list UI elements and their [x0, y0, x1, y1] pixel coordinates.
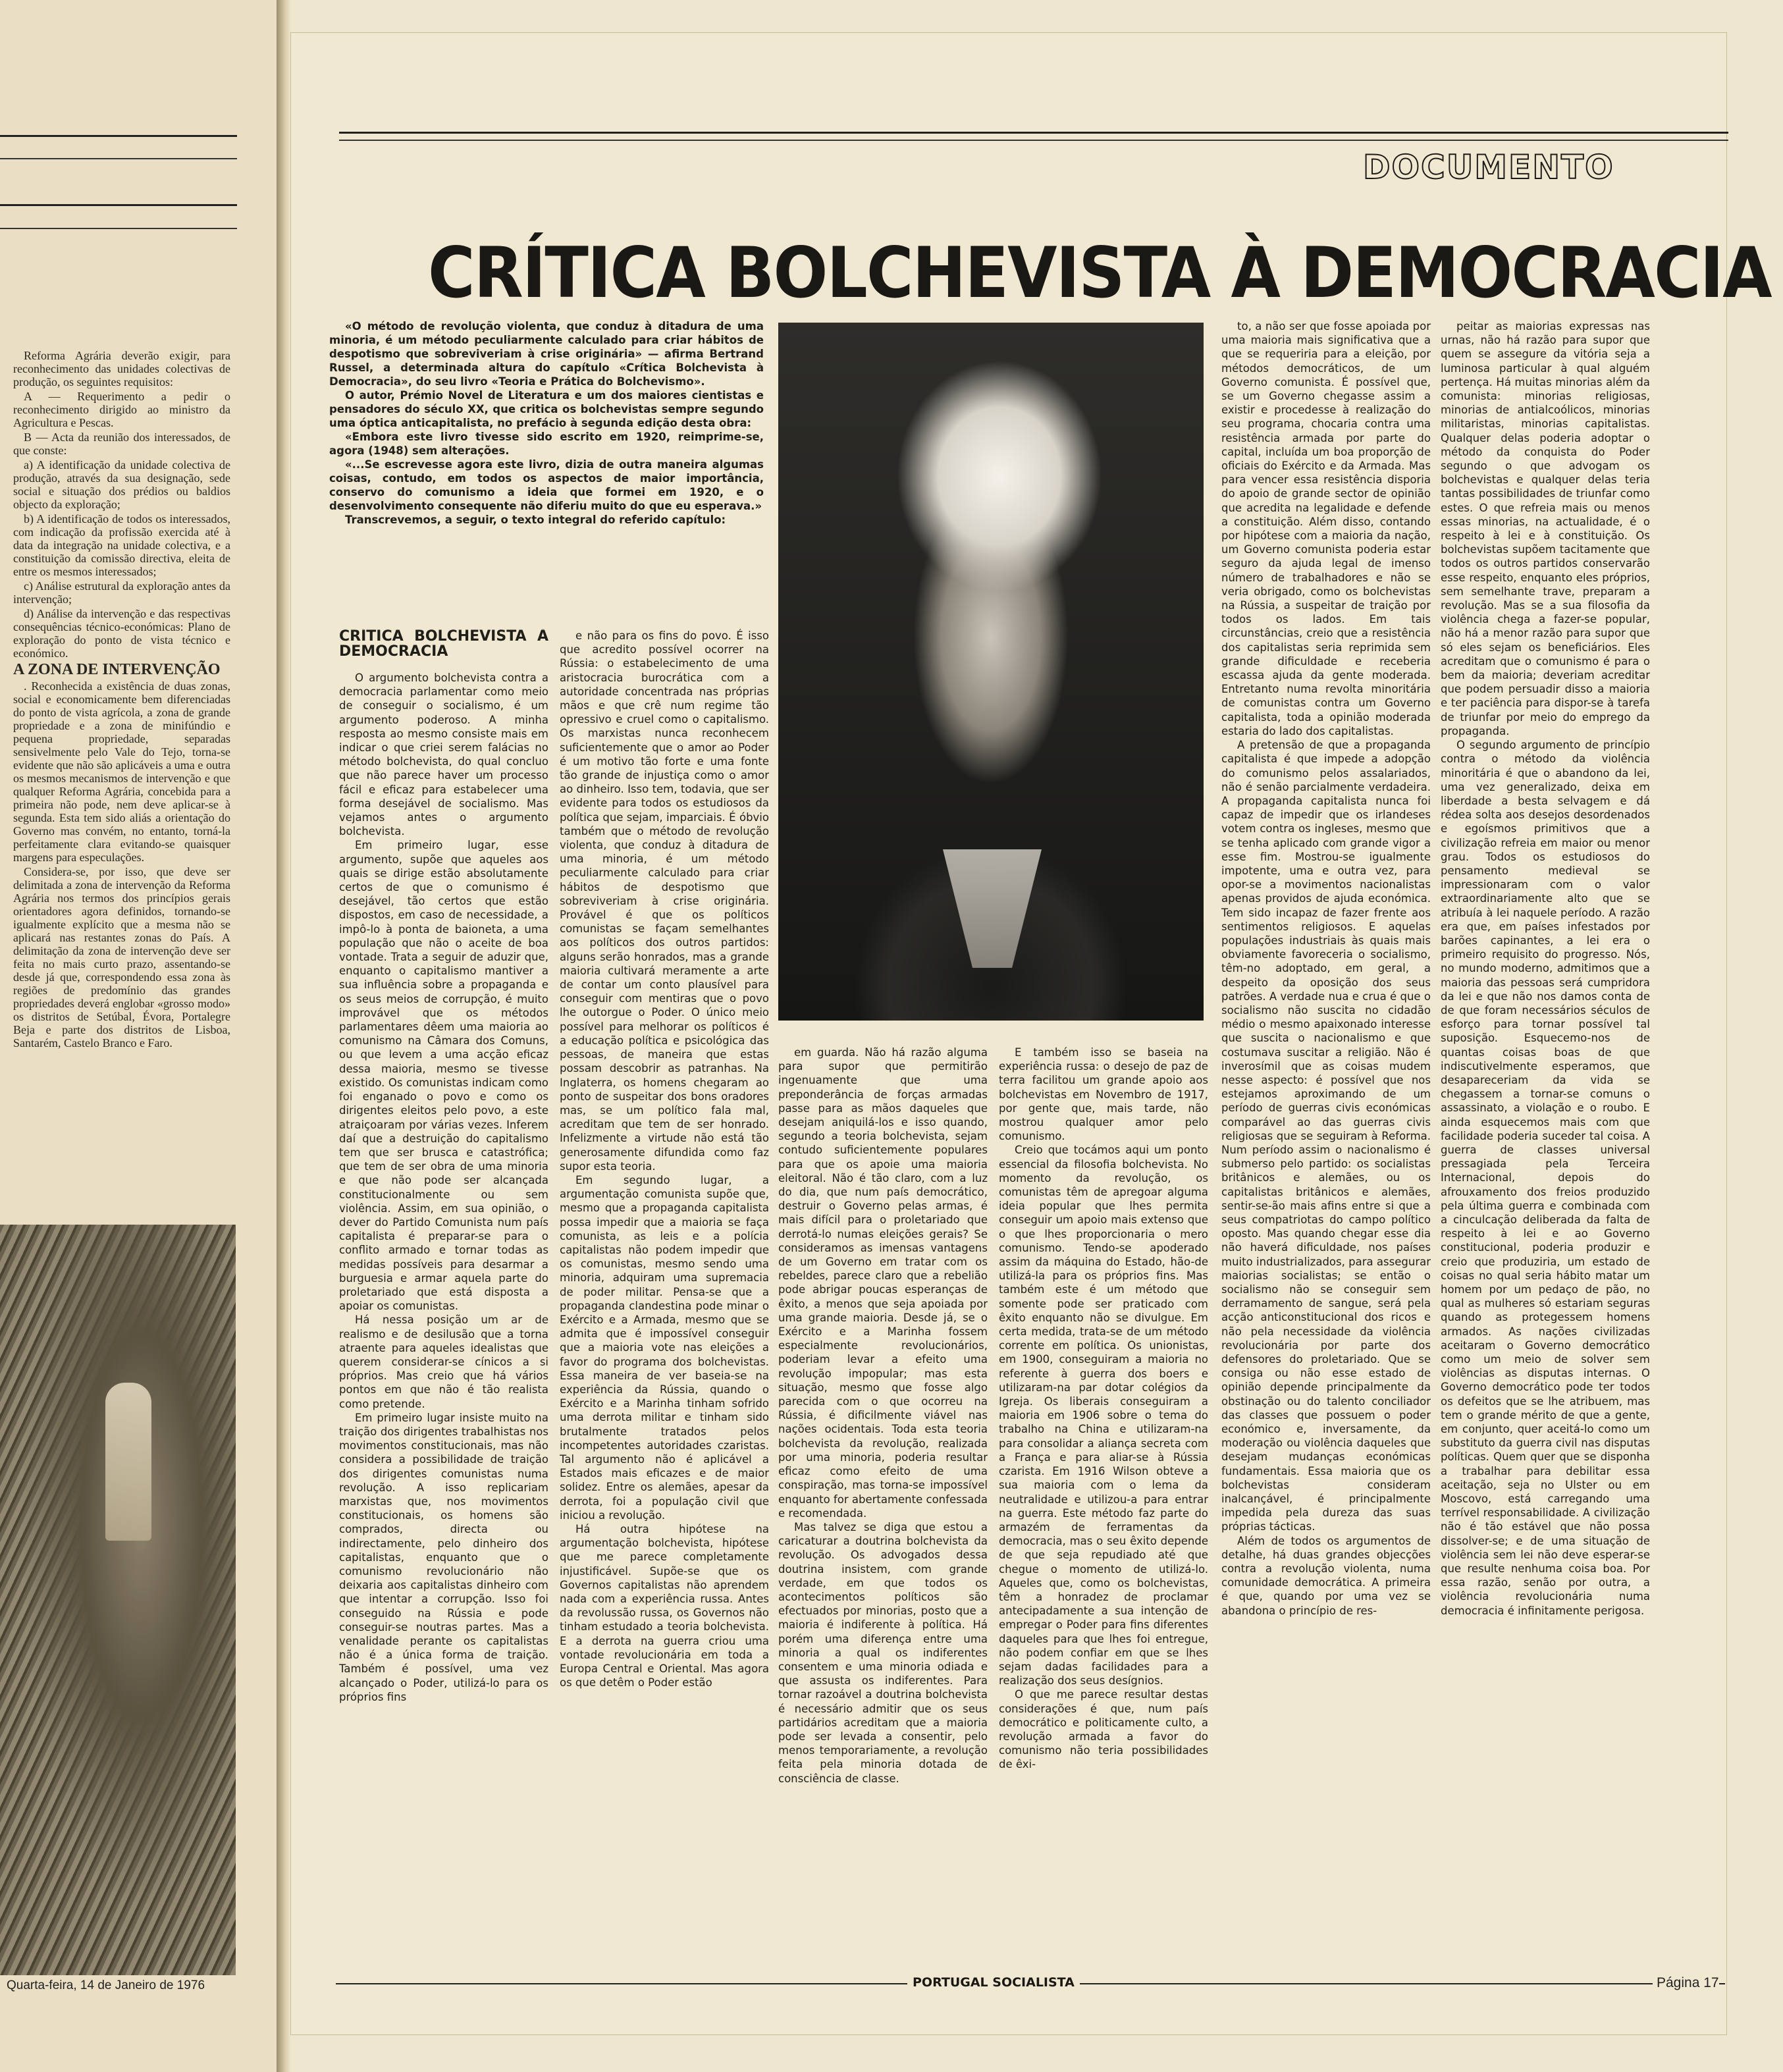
left-page-date: Quarta-feira, 14 de Janeiro de 1976 — [7, 1979, 205, 1992]
article-para: em guarda. Não há razão alguma para supor que permitirão ingenuamente que uma preponderância de forças armadas passe para as mãos daqueles que desejam aniquilá-los e isso quando, segundo a teoria bolchevista, sejam contudo suficientemente populares para que os apoie uma maioria eleitoral. Não é tão claro, com a luz do dia, que num país democrático, destruir o Governo pelas armas, é mais difícil para o proletariado que derrotá-lo numas eleições gerais? Se consideramos as imensas vantagens de um Governo em tratar com os rebeldes, parece claro que a rebelião pode abrigar poucas esperanças de êxito, a menos que seja apoiada por uma grande maioria. Desde já, se o Exército e a Marinha fossem especialmente revolucionários, poderiam levar a efeito uma revolução impopular; mas esta situação, mesmo que fosse algo parecida com o que ocorreu na Rússia, é dificilmente viável nas nações ocidentais. Toda esta teoria bolchevista da revolução, realizada por uma minoria, poderia resultar eficaz como efeito de uma conspiração, mas torna-se impossível enquanto for abertamente confessada e recomendada. — [778, 1046, 988, 1520]
article-para: e não para os fins do povo. É isso que acredito possível ocorrer na Rússia: o estabelecimento de uma aristocracia burocrática com a autoridade concentrada nas próprias mãos e que crê num regime tão opressivo e cruel como o capitalismo. Os marxistas nunca reconhecem suficientemente que o amor ao Poder é um motivo tão forte e uma fonte tão grande de injustiça como o amor ao dinheiro. Isso tem, todavia, que ser evidente para todos os estudiosos da política que sejam, imparciais. É óbvio também que o método de revolução violenta, que conduz à ditadura de uma minoria, é um método peculiarmente calculado para criar hábitos de despotismo que sobreviveriam à crise originária. Provável é que os políticos comunistas se façam semelhantes aos políticos dos outros partidos: alguns serão honrados, mas a grande maioria cultivará meramente a arte de contar um conto plausível para conseguir com mentiras que o povo lhe outorgue o Poder. O único meio possível para melhorar os políticos é a educação política e psicológica das pessoas, de maneira que estas possam descobrir as patranhas. Na Inglaterra, os homens chegaram ao ponto de suspeitar dos bons oradores mas, se um político fala mal, acreditam que tem de ser honrado. Infelizmente a virtude não está tão generosamente difundida como faz supor esta teoria. — [560, 629, 769, 1173]
left-para: B — Acta da reunião dos interessados, de que conste: — [13, 431, 230, 457]
footer-page-number: Página 17 — [1653, 1975, 1719, 1991]
article-column-2 — [560, 629, 769, 1965]
left-top-rule-3 — [0, 204, 237, 206]
section-kicker: DOCUMENTO — [1363, 148, 1614, 186]
article-para: Há outra hipótese na argumentação bolchevista, hipótese que me parece completamente injustificável. Supõe-se que os Governos capitalistas não aprendem nada com a experiência russa. Antes da revolussão russa, os Governos não tinham estudado a teoria bolchevista. E a derrota na guerra criou uma vontade revolucionária em toda a Europa Central e Oriental. Mas agora os que detêm o Poder estão — [560, 1523, 769, 1689]
article-para: O que me parece resultar destas considerações é que, num país democrático e politicamente culto, a revolução armada a favor do comunismo não teria possibilidades de êxi- — [999, 1688, 1208, 1771]
article-para: to, a não ser que fosse apoiada por uma maioria mais significativa que a que se requeriria para a eleição, por métodos democráticos, de um Governo comunista. É possível que, se um Governo chegasse assim a existir e procedesse à realização do seu programa, chocaria contra uma resistência armada por parte do capital, incluída um boa proporção de oficiais do Exército e da Armada. Mas para vencer essa resistência disporia do apoio de grande sector de opinião que acredita na legalidade e defende a constituição. Além disso, contando por hipótese com a maioria da nação, um Governo comunista poderia estar seguro da ajuda legal de imenso número de trabalhadores e não se veria obrigado, como os bolchevistas na Rússia, a suspeitar de traição por todos os lados. Em tais circunstâncias, creio que a resistência dos capitalistas seria reprimida sem grande dificuldade e receberia escassa ajuda da gente moderada. Entretanto numa revolta minoritária de comunistas contra um Governo capitalista, toda a opinião moderada estaria do lado dos capitalistas. — [1221, 320, 1431, 737]
left-section-head: A ZONA DE INTERVENÇÃO — [13, 661, 221, 678]
left-para: a) A identificação da unidade colectiva de produção, através da sua designação, sede social e situação dos prédios ou baldios objecto da exploração; — [13, 458, 230, 511]
left-page-photo — [0, 1225, 236, 1975]
left-para: Reforma Agrária deverão exigir, para reconhecimento das unidades colectivas de produção, os seguintes requisitos: — [13, 349, 230, 388]
intro-block — [329, 319, 764, 527]
article-para: Em segundo lugar, a argumentação comunista supõe que, mesmo que a propaganda capitalista possa impedir que a maioria se faça comunista, as leis e a polícia capitalistas não podem impedir que os comunistas, mesmo sendo uma minoria, adquiram uma supremacia de poder militar. Pensa-se que a propaganda clandestina pode minar o Exército e a Armada, mesmo que se admita que é impossível conseguir que a maioria vote nas eleições a favor do programa dos bolchevistas. Essa maneira de ver baseia-se na experiência da Rússia, quando o Exército e a Marinha tinham sofrido uma derrota militar e tinham sido brutalmente tratados pelos incompetentes autoridades czaristas. Tal argumento não é aplicável a Estados mais eficazes e de maior solidez. Entre os alemães, apesar da derrota, foi a população civil que iniciou a revolução. — [560, 1173, 769, 1522]
left-para: d) Análise da intervenção e das respectivas consequências técnico-económicas: Plano de exploração do ponto de vista técnico e económico. — [13, 607, 230, 660]
article-para: Além de todos os argumentos de detalhe, há duas grandes objecções contra a revolução violenta, numa comunidade democrática. A primeira é que, quando por uma vez se abandona o princípio de res- — [1221, 1534, 1431, 1617]
header-rule-2 — [339, 140, 1728, 141]
article-para: A pretensão de que a propaganda capitalista é que impede a adopção do comunismo pelos assalariados, não é senão parcialmente verdadeira. A propaganda capitalista nunca foi capaz de impedir que os irlandeses votem contra os ingleses, mesmo que se tenha aplicado com grande vigor a esse fim. Mostrou-se igualmente impotente, uma e outra vez, para opor-se a movimentos nacionalistas apenas providos de ajuda económica. Tem sido incapaz de fazer frente aos sentimentos religiosos. E aquelas populações industriais às quais mais obviamente favoreceria o socialismo, têm-no adoptado, em geral, a despeito da oposição dos seus patrões. A verdade nua e crua é que o socialismo não suscita no cidadão médio o mesmo apaixonado interesse que suscita o nacionalismo e que costumava suscitar a religião. Não é inverosímil que as coisas mudem nesse aspecto: é possível que nos estejamos aproximando de um período de guerras civis económicas comparável ao das guerras civis religiosas que se seguiram à Reforma. Num período assim o nacionalismo é submerso pelo partido: os socialistas britânicos e alemães, ou os capitalistas britânicos e alemães, sentir-se-ão mais afins entre si que a seus compatriotas do campo político oposto. Mas quando chegar esse dia não haverá dificuldade, nos países muito industrializados, para assegurar maiorias socialistas; se então o socialismo não se conseguir sem derramamento de sangue, será pela acção anticonstitucional dos ricos e não pela necessidade da violência revolucionária por parte dos defensores do proletariado. Que se consiga ou não esse estado de opinião depende principalmente da obstinação ou do talento conciliador das classes que possuem o poder económico e, inversamente, da moderação ou violência daqueles que desejam mudanças económicas fundamentais. Essa maioria que os bolchevistas consideram inalcançável, é principalmente impedida pela dureza das suas próprias tácticas. — [1221, 739, 1431, 1533]
article-column-1 — [339, 629, 548, 1965]
intro-para: «Embora este livro tivesse sido escrito em 1920, reimprime-se, agora (1948) sem alterações. — [329, 431, 764, 457]
portrait-photo — [778, 323, 1204, 1021]
article-para: E também isso se baseia na experiência russa: o desejo de paz de terra facilitou um grande apoio aos bolchevistas em Novembro de 1917, por gente que, mais tarde, não mostrou qualquer amor pelo comunismo. — [999, 1046, 1208, 1143]
left-top-rule-4 — [0, 228, 237, 229]
left-page — [0, 0, 278, 2072]
left-para: A — Requerimento a pedir o reconhecimento dirigido ao ministro da Agricultura e Pescas. — [13, 390, 230, 429]
article-column-3 — [778, 1046, 988, 1967]
header-rule — [339, 132, 1728, 134]
intro-para: O autor, Prémio Novel de Literatura e um dos maiores cientistas e pensadores do século XX, que critica os bolchevistas sempre segundo uma óptica anticapitalista, no prefácio à segunda edição desta obra: — [329, 389, 764, 429]
left-photo-figure — [105, 1383, 151, 1541]
article-para: Creio que tocámos aqui um ponto essencial da filosofia bolchevista. No momento da revolução, os comunistas têm de apregoar alguma ideia popular que lhes permita conseguir um apoio mais extenso que o que lhes proporcionaria o mero comunismo. Tendo-se apoderado assim da máquina do Estado, hão-de utilizá-la para os próprios fins. Mas também este é um método que somente pode ser praticado com êxito enquanto não se divulgue. Em certa medida, trata-se de um método corrente em política. Os unionistas, em 1900, conseguiram a maioria no referente à guerra dos boers e utilizaram-na par dotar colégios da Igreja. Os liberais conseguiram a maioria em 1906 sobre o tema do trabalho na China e utilizaram-na para consolidar a aliança secreta com a França e para aliar-se à Rússia czarista. Em 1916 Wilson obteve a sua maioria com o lema da neutralidade e utilizou-a para entrar na guerra. Este método faz parte do armazém de ferramentas da democracia, mas o seu êxito depende de que seja repudiado até que chegue o momento de utilizá-lo. Aqueles que, como os bolchevistas, têm a honradez de proclamar antecipadamente a sua intenção de empregar o Poder para fins diferentes daqueles para que lhes foi entregue, não podem confiar em que se lhes sejam dadas facilidades para a realização dos seus desígnios. — [999, 1144, 1208, 1687]
left-para: c) Análise estrutural da exploração antes da intervenção; — [13, 579, 230, 606]
article-para: Há nessa posição um ar de realismo e de desilusão que a torna atraente para aqueles idealistas que querem considerar-se cínicos a si próprios. Mas creio que há vários pontos em que não é tão realista como pretende. — [339, 1314, 548, 1410]
intro-para: «O método de revolução violenta, que conduz à ditadura de uma minoria, é um método peculiarmente calculado para criar hábitos de despotismo que sobreviveriam à crise originária» — afirma Bertrand Russel, a determinada altura do capítulo «Crítica Bolchevista à Democracia», do seu livro «Teoria e Prática do Bolchevismo». — [329, 320, 764, 388]
footer-publication: PORTUGAL SOCIALISTA — [907, 1975, 1080, 1990]
article-column-4 — [999, 1046, 1208, 1967]
left-para: Considera-se, por isso, que deve ser delimitada a zona de intervenção da Reforma Agrária nos termos dos princípios gerais orientadores agora definidos, tornando-se igualmente explícito que a mesma não se aplicará nas restantes zonas do País. A delimitação da zona de intervenção deve ser feita no mais curto prazo, assentando-se desde já que, correspondendo essa zona às regiões de predomínio das grandes propriedades deverá englobar «grosso modo» os distritos de Setúbal, Évora, Portalegre Beja e parte dos distritos de Lisboa, Santarém, Castelo Branco e Faro. — [13, 865, 230, 1049]
article-para: Em primeiro lugar insiste muito na traição dos dirigentes trabalhistas nos movimentos constitucionais, mas não considera a possibilidade de traição dos dirigentes comunistas numa revolução. A isso replicariam marxistas que, nos movimentos constitucionais, os homens são comprados, directa ou indirectamente, pelo dinheiro dos capitalistas, enquanto que o comunismo revolucionário não deixaria aos capitalistas dinheiro com que intentar a corrupção. Isso foi conseguido na Rússia e pode conseguir-se noutras partes. Mas a venalidade perante os capitalistas não é a única forma de traição. Também é possível, uma vez alcançado o Poder, utilizá-lo para os próprios fins — [339, 1411, 548, 1703]
portrait-collar — [943, 849, 1042, 968]
article-para: Mas talvez se diga que estou a caricaturar a doutrina bolchevista da revolução. Os advogados dessa doutrina insistem, com grande verdade, em que todos os acontecimentos políticos são efectuados por minorias, posto que a maioria é indiferente à política. Há porém uma diferença entre uma minoria a qual os indiferentes consentem e uma minoria odiada e que assusta os indiferentes. Para tornar razoável a doutrina bolchevista é necessário admitir que os seus partidários acreditam que a maioria pode ser levada a consentir, pelo menos temporariamente, a revolução feita pela minoria dotada de consciência de classe. — [778, 1520, 988, 1785]
left-para: . Reconhecida a existência de duas zonas, social e economicamente bem diferenciadas do ponto de vista agrícola, a zona de grande propriedade e a zona de minifúndio e pequena propriedade, separadas sensivelmente pelo Vale do Tejo, torna-se evidente que não são aplicáveis a uma e outra os mesmos mecanismos de intervenção e que qualquer Reforma Agrária, concebida para a primeira não pode, nem deve aplicar-se à segunda. Esta tem sido aliás a orientação do Governo mas convém, no entanto, torná-la perfeitamente clara evitando-se quaisquer margens para especulações. — [13, 679, 230, 864]
article-subhead: CRÍTICA BOLCHEVISTA À DEMOCRACIA — [339, 629, 548, 660]
article-para: peitar as maiorias expressas nas urnas, não há razão para supor que quem se assegure da vitória seja a luminosa particular à qual alguém pertença. Há muitas minorias além da comunista: minorias religiosas, minorias de antialcoólicos, minorias militaristas, minorias capitalistas. Qualquer delas poderia adoptar o método da conquista do Poder segundo o que advogam os bolchevistas e qualquer delas teria tantas possibilidades de triunfar como estes. O que refreia mais ou menos essas minorias, na actualidade, é o respeito à lei e à constituição. Os bolchevistas supõem tacitamente que todos os outros partidos conservarão esse respeito, enquanto eles próprios, sem semelhante trave, preparam a revolução. Mas se a sua filosofia da violência chega a fazer-se popular, não há a menor razão para supor que só eles sejam os beneficiários. Eles acreditam que o comunismo é para o bem da maioria; deveriam acreditar que podem persuadir disso a maioria e ter paciência para dispor-se à tarefa de triunfar por meio do emprego da propaganda. — [1441, 320, 1650, 737]
left-top-rule — [0, 135, 237, 137]
intro-para: Transcrevemos, a seguir, o texto integral do referido capítulo: — [345, 514, 726, 526]
article-column-6 — [1441, 319, 1650, 1972]
article-column-5 — [1221, 319, 1431, 1972]
page-gutter — [277, 0, 291, 2072]
left-top-rule-2 — [0, 158, 237, 159]
left-page-article — [13, 349, 230, 1051]
article-para: O segundo argumento de princípio contra o método da violência minoritária é que o abandono da lei, uma vez generalizado, deixa em liberdade a besta selvagem e dá rédea solta aos desejos desordenados e egoísmos primitivos que a civilização refreia em maior ou menor grau. Todos os estudiosos do pensamento medieval se impressionaram com o valor extraordinariamente alto que se atribuía à lei naquele período. A razão era que, em países infestados por barões capinantes, a lei era o primeiro requisito do progresso. Nós, no mundo moderno, admitimos que a maioria das pessoas será cumpridora da lei e que não nos damos conta de de que foram necessários séculos de esforço para tornar possível tal suposição. Esquecemo-nos de quantas coisas boas de que indiscutivelmente esperamos, que desapareceriam da vida se chegassem a tornar-se comuns o assassinato, a violação e o roubo. E ainda esquecemos mais com que facilidade poderia suceder tal coisa. A guerra de classes universal pressagiada pela Terceira Internacional, depois do afrouxamento dos freios produzido pela última guerra e combinada com a cinculcação deliberada da falta de respeito à lei e ao Governo constitucional, poderia produzir e creio que produziria, um estado de coisas no qual seria hábito matar um homem por um pedaço de pão, no qual as mulheres só estariam seguras quando as protegessem homens armados. As nações civilizadas aceitaram o Governo democrático como um meio de solver sem violências as disputas internas. O Governo democrático pode ter todos os defeitos que se lhe atribuem, mas tem o grande mérito de que a gente, em conjunto, quer aceitá-lo como um substituto da guerra civil nas disputas políticas. Quem quer que se disponha a trabalhar para debilitar essa aceitação, seja no Ulster ou em Moscovo, está carregando uma terrível responsabilidade. A civilização não é tão estável que não possa dissolver-se; e de uma situação de violência sem lei não deve esperar-se que resulte nenhuma coisa boa. Por essa razão, senão por outra, a violência revolucionária numa democracia é infinitamente perigosa. — [1441, 739, 1650, 1617]
left-para: b) A identificação de todos os interessados, com indicação da profissão exercida até à data da integração na unidade colectiva, e a constituição da comissão directiva, eleita de entre os mesmos interessados; — [13, 512, 230, 578]
article-para: O argumento bolchevista contra a democracia parlamentar como meio de conseguir o socialismo, é um argumento poderoso. A minha resposta ao mesmo consiste mais em indicar o que criei serem falácias no método bolchevista, do qual concluo que não parece haver um processo fácil e eficaz para estabelecer uma forma desejável de socialismo. Mas vejamos antes o argumento bolchevista. — [339, 672, 548, 838]
headline: CRÍTICA BOLCHEVISTA À DEMOCRACIA — [428, 232, 1771, 313]
article-para: Em primeiro lugar, esse argumento, supõe que aqueles aos quais se dirige estão absolutamente certos de que o comunismo é desejável, tão certos que estão dispostos, em caso de necessidade, a impô-lo à ponta de baioneta, a uma população que não o aceite de boa vontade. Trata a seguir de aduzir que, enquanto o capitalismo mantiver a sua influência sobre a propaganda e os seus meios de corrupção, é muito improvável que os métodos parlamentares dêem uma maioria ao comunismo na Câmara dos Comuns, ou que levem a uma acção eficaz dessa maioria, mesmo se tivesse existido. Os comunistas indicam como foi enganado o povo e como os dirigentes eleitos pelo povo, a este atraiçoaram por várias vezes. Inferem daí que a destruição do capitalismo tem que ser brusca e catastrófica; que tem de ser obra de uma minoria e que não pode ser alcançada constitucionalmente ou sem violência. Assim, em sua opinião, o dever do Partido Comunista num país capitalista é preparar-se para o conflito armado e tornar todas as medidas possíveis para desarmar a burguesia e armar aquela parte do proletariado que está disposta a apoiar os comunistas. — [339, 839, 548, 1313]
intro-para: «...Se escrevesse agora este livro, dizia de outra maneira algumas coisas, contudo, em todos os aspectos de maior importância, conservo do comunismo a ideia que formei em 1920, e o desenvolvimento consequente não diferiu muito do que eu esperava.» — [329, 458, 764, 512]
